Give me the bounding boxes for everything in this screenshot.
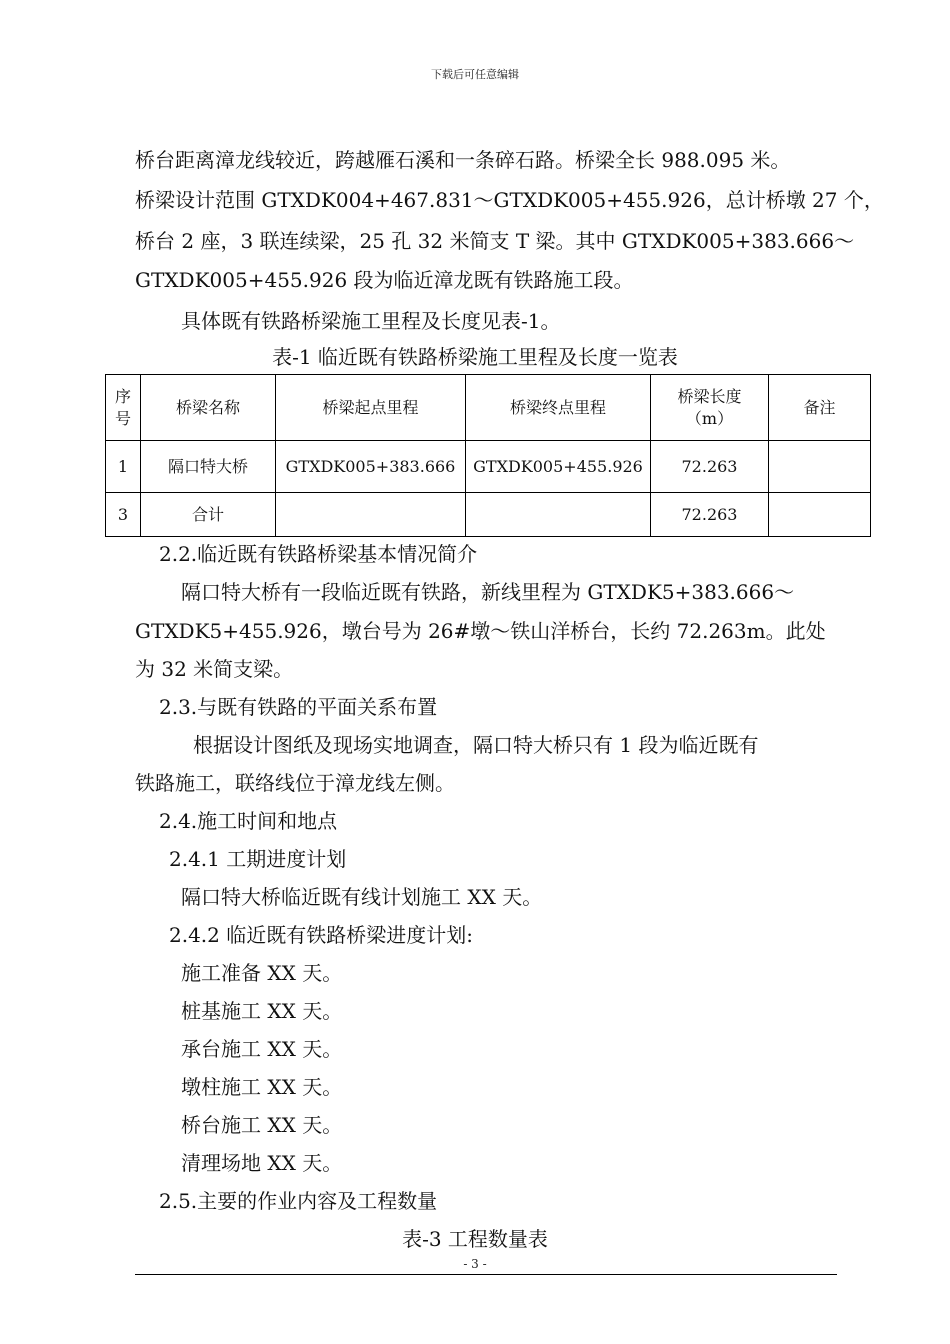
paragraph1-line4: GTXDK005+455.926 段为临近漳龙既有铁路施工段。 bbox=[135, 268, 634, 292]
section-2-3-heading: 2.3.与既有铁路的平面关系布置 bbox=[159, 695, 438, 719]
page-number: - 3 - bbox=[463, 1257, 487, 1271]
section-2-2-line2: GTXDK5+455.926，墩台号为 26#墩～铁山洋桥台，长约 72.263m。此处 bbox=[135, 619, 826, 643]
header-end: 桥梁终点里程 bbox=[466, 375, 651, 441]
section-2-4-2-heading: 2.4.2 临近既有铁路桥梁进度计划: bbox=[169, 923, 473, 947]
row1-remark bbox=[769, 441, 871, 493]
row2-name: 合计 bbox=[141, 493, 276, 537]
row2-length: 72.263 bbox=[651, 493, 769, 537]
table-row bbox=[106, 441, 871, 493]
schedule-item: 墩柱施工 XX 天。 bbox=[181, 1075, 343, 1099]
row2-seq: 3 bbox=[106, 493, 141, 537]
paragraph1-line2: 桥梁设计范围 GTXDK004+467.831～GTXDK005+455.926，总计桥墩 27 个， bbox=[135, 188, 884, 212]
row1-name: 隔口特大桥 bbox=[141, 441, 276, 493]
row1-end: GTXDK005+455.926 bbox=[466, 441, 651, 493]
table-row bbox=[106, 493, 871, 537]
row1-length: 72.263 bbox=[651, 441, 769, 493]
header-name: 桥梁名称 bbox=[141, 375, 276, 441]
section-2-2-line1: 隔口特大桥有一段临近既有铁路，新线里程为 GTXDK5+383.666～ bbox=[181, 580, 795, 604]
schedule-item: 施工准备 XX 天。 bbox=[181, 961, 343, 985]
section-2-2-line3: 为 32 米简支梁。 bbox=[135, 657, 294, 681]
section-2-4-1-heading: 2.4.1 工期进度计划 bbox=[169, 847, 347, 871]
paragraph2: 具体既有铁路桥梁施工里程及长度见表-1。 bbox=[181, 309, 561, 333]
row2-start bbox=[276, 493, 466, 537]
schedule-item: 桩基施工 XX 天。 bbox=[181, 999, 343, 1023]
header-remark: 备注 bbox=[769, 375, 871, 441]
row2-remark bbox=[769, 493, 871, 537]
section-2-3-line2: 铁路施工，联络线位于漳龙线左侧。 bbox=[135, 771, 455, 795]
row2-end bbox=[466, 493, 651, 537]
header-length: 桥梁长度 （m） bbox=[651, 375, 769, 441]
section-2-2-heading: 2.2.临近既有铁路桥梁基本情况简介 bbox=[159, 542, 478, 566]
schedule-item: 承台施工 XX 天。 bbox=[181, 1037, 343, 1061]
header-note: 下载后可任意编辑 bbox=[431, 68, 519, 81]
paragraph1-line3: 桥台 2 座，3 联连续梁，25 孔 32 米简支 T 梁。其中 GTXDK005+383.666～ bbox=[135, 229, 855, 253]
table1-caption: 表-1 临近既有铁路桥梁施工里程及长度一览表 bbox=[272, 345, 678, 369]
footer-rule bbox=[135, 1274, 837, 1275]
bridge-mileage-table bbox=[105, 374, 871, 537]
table3-caption: 表-3 工程数量表 bbox=[402, 1227, 548, 1251]
table-header-row bbox=[106, 375, 871, 441]
section-2-4-heading: 2.4.施工时间和地点 bbox=[159, 809, 338, 833]
section-2-3-line1: 根据设计图纸及现场实地调查，隔口特大桥只有 1 段为临近既有 bbox=[193, 733, 759, 757]
header-start: 桥梁起点里程 bbox=[276, 375, 466, 441]
schedule-item: 清理场地 XX 天。 bbox=[181, 1151, 343, 1175]
row1-start: GTXDK005+383.666 bbox=[276, 441, 466, 493]
row1-seq: 1 bbox=[106, 441, 141, 493]
section-2-5-heading: 2.5.主要的作业内容及工程数量 bbox=[159, 1189, 438, 1213]
schedule-item: 桥台施工 XX 天。 bbox=[181, 1113, 343, 1137]
section-2-4-1-text: 隔口特大桥临近既有线计划施工 XX 天。 bbox=[181, 885, 543, 909]
paragraph1-line1: 桥台距离漳龙线较近，跨越雁石溪和一条碎石路。桥梁全长 988.095 米。 bbox=[135, 148, 791, 172]
header-seq: 序 号 bbox=[106, 375, 141, 441]
